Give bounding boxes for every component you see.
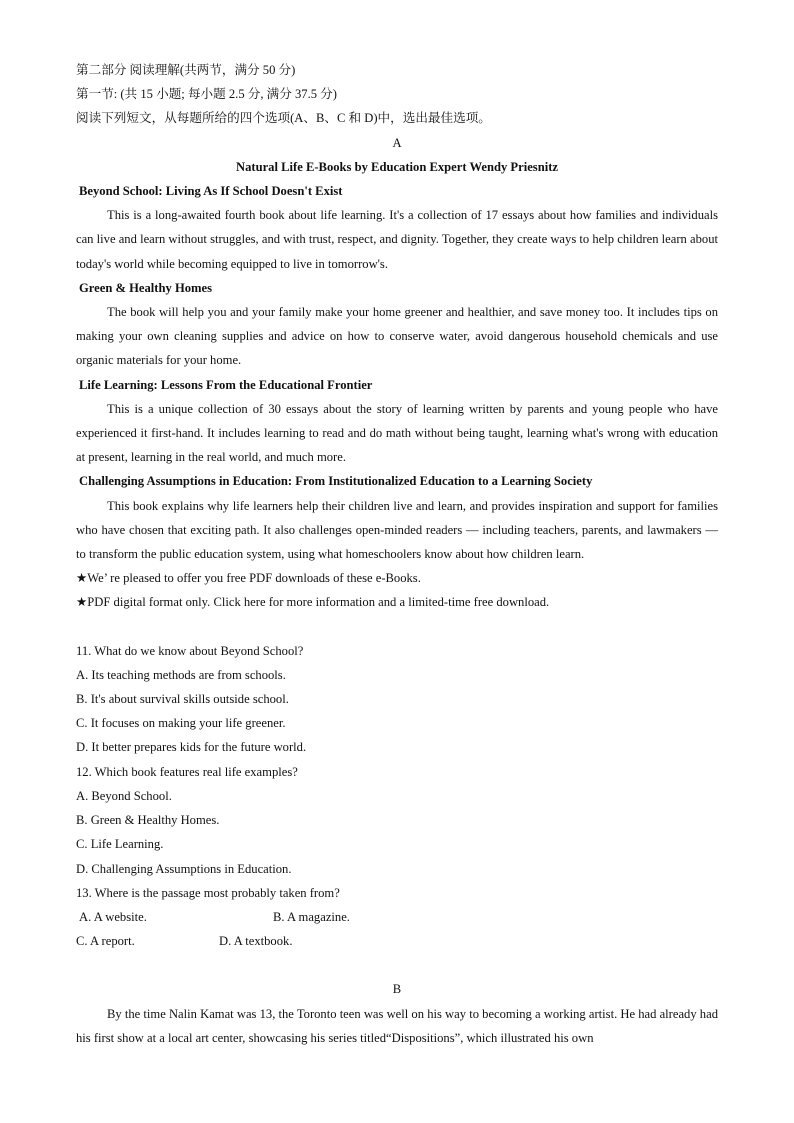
question-11-option-b: B. It's about survival skills outside school.: [76, 692, 289, 707]
question-12-option-a: A. Beyond School.: [76, 788, 172, 803]
exam-page: [76, 58, 718, 1050]
question-11-option-d: D. It better prepares kids for the future world.: [76, 740, 307, 755]
book-heading-green-homes: Green & Healthy Homes: [79, 280, 213, 295]
format-note: ★PDF digital format only. Click here for more information and a limited-time free download.: [76, 595, 550, 610]
book-heading-life-learning: Life Learning: Lessons From the Educational Frontier: [79, 377, 373, 392]
passage-b-text: By the time Nalin Kamat was 13, the Toronto teen was well on his way to becoming a working artist. He had already had his first show at a local art center, showcasing his series titled“Dispositions”, which illustrated his own: [76, 1006, 718, 1045]
question-12-stem: 12. Which book features real life examples?: [76, 764, 298, 779]
section-title: 第二部分 阅读理解(共两节，满分 50 分): [76, 63, 296, 77]
question-13-stem: 13. Where is the passage most probably taken from?: [76, 885, 340, 900]
question-11-stem: 11. What do we know about Beyond School?: [76, 643, 304, 658]
question-13-option-d: D. A textbook.: [219, 934, 293, 949]
spacer: [76, 615, 718, 639]
book-description-life-learning: This is a unique collection of 30 essays about the story of learning written by parents and young people who have experienced it first-hand. It includes learning to read and do math without being taught, learning what's wrong with education at present, learning in the real world, and much more.: [76, 401, 718, 465]
book-description-green-homes: The book will help you and your family make your home greener and healthier, and save money too. It includes tips on making your own cleaning supplies and advice on how to conserve water, avoid dangerous household chemicals and use organic materials for your home.: [76, 305, 718, 368]
question-12-option-d: D. Challenging Assumptions in Education.: [76, 861, 292, 876]
question-11-option-c: C. It focuses on making your life greener.: [76, 716, 286, 731]
book-heading-challenging-assumptions: Challenging Assumptions in Education: From Institutionalized Education to a Learning Society: [79, 474, 593, 489]
question-13-option-c: C. A report.: [76, 934, 135, 949]
passage-b-label: B: [392, 982, 402, 997]
question-13-options-row-2: [76, 929, 718, 953]
book-heading-beyond-school: Beyond School: Living As If School Doesn't Exist: [79, 184, 343, 199]
book-description-challenging-assumptions: This book explains why life learners help their children live and learn, and provides inspiration and support for families who have chosen that exciting path. It also challenges open-minded readers — including teachers, parents, and lawmakers — to transform the public education system, using what homeschoolers know about how children learn.: [76, 498, 718, 562]
question-12-option-b: B. Green & Healthy Homes.: [76, 813, 220, 828]
question-13-options-row-1: [76, 905, 718, 929]
download-note: ★We’ re pleased to offer you free PDF downloads of these e-Books.: [76, 571, 421, 586]
passage-a-label: A: [392, 135, 402, 150]
passage-a-title: Natural Life E-Books by Education Expert Wendy Priesnitz: [236, 159, 558, 174]
question-13-option-a: A. A website.: [79, 909, 147, 924]
reading-instructions: 阅读下列短文，从每题所给的四个选项(A、B、C 和 D)中，选出最佳选项。: [76, 111, 491, 126]
subsection-instructions: 第一节: (共 15 小题; 每小题 2.5 分, 满分 37.5 分): [76, 87, 337, 102]
book-description-beyond-school: This is a long-awaited fourth book about life learning. It's a collection of 17 essays about how families and individuals can live and learn without struggles, and with trust, respect, and dignity. Together, they create ways to help children learn about today's world while becoming equipped to live in tomorrow's.: [76, 208, 718, 271]
question-11-option-a: A. Its teaching methods are from schools.: [76, 667, 286, 682]
question-12-option-c: C. Life Learning.: [76, 837, 164, 852]
question-13-option-b: B. A magazine.: [273, 909, 350, 924]
spacer: [76, 953, 718, 977]
